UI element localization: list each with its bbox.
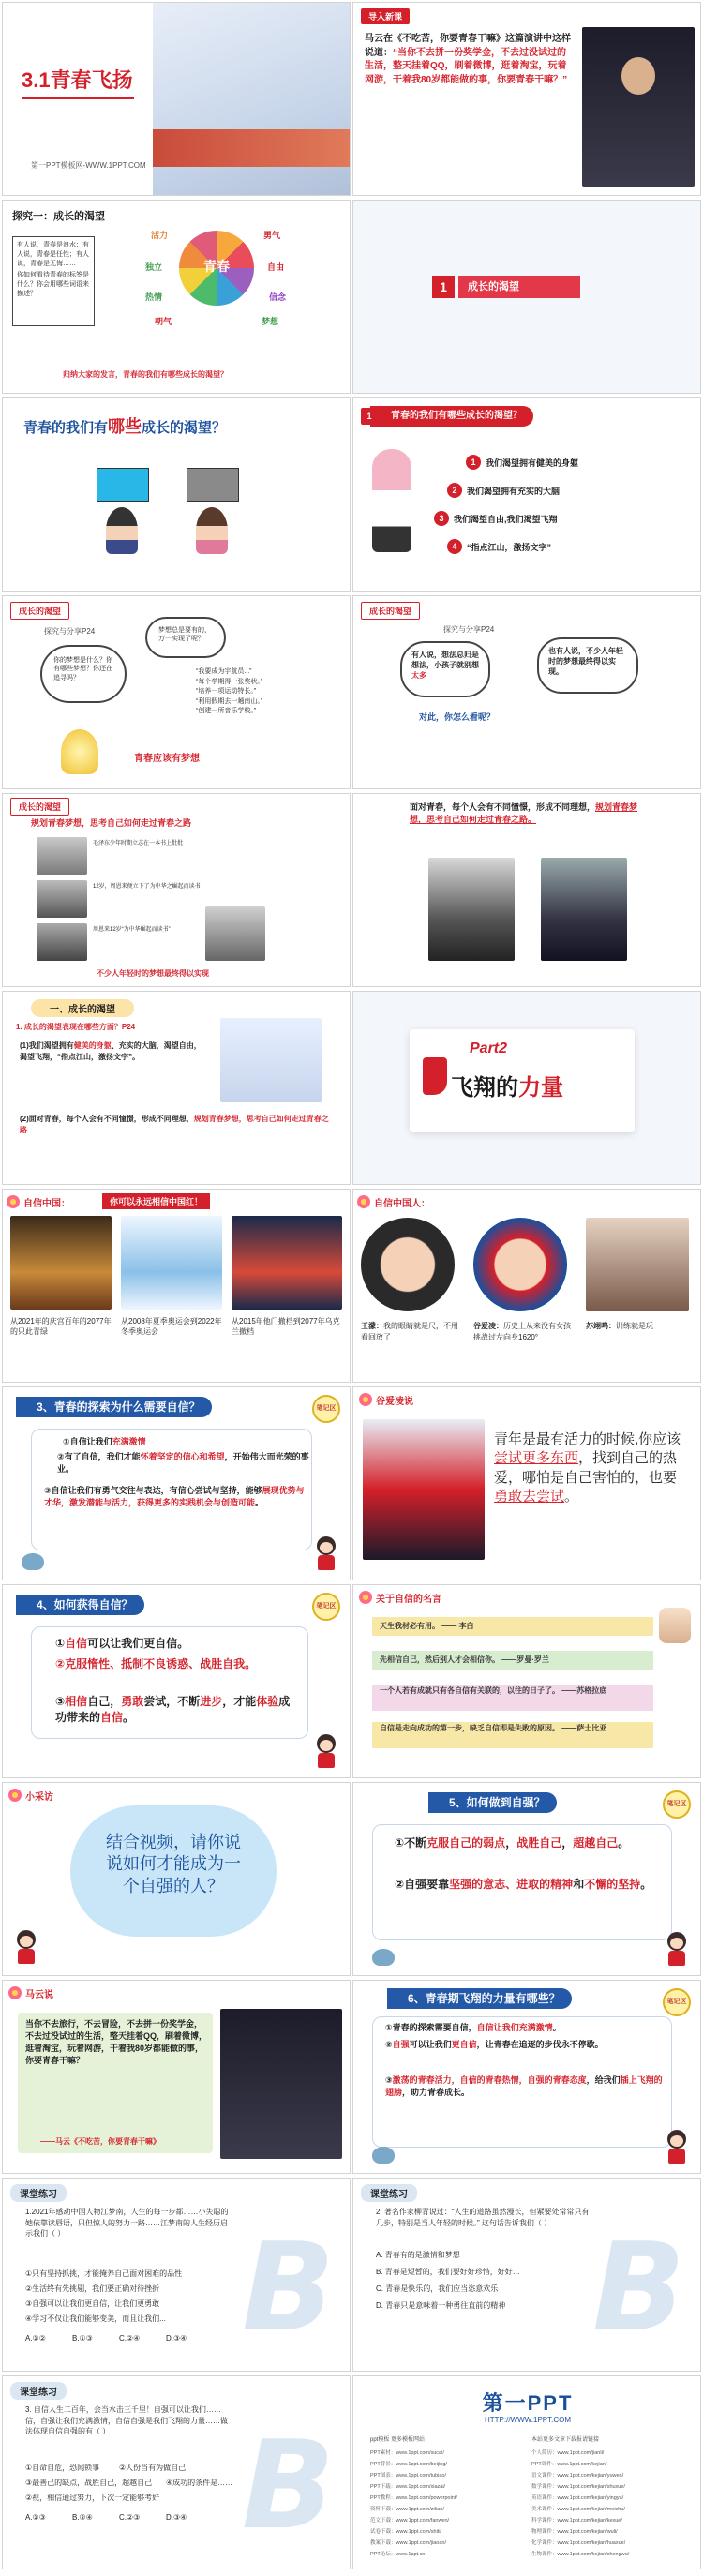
slide-1[interactable] — [2, 2, 351, 196]
slide-26-credits[interactable] — [352, 2375, 701, 2569]
choice-a[interactable]: A. 青春有的是激情和梦想 — [376, 2251, 460, 2259]
section-number: 1 — [432, 276, 455, 298]
section-banner: 一、成长的渴望 — [31, 999, 134, 1017]
portrait-caption-1: 毛泽东少年时期立志在一本书上批批 — [93, 841, 184, 846]
jackma-quote: 当你不去旅行，不去冒险，不去拼一份奖学金，不去过没试过的生活，整天挂着QQ，刷着微博，逛着淘宝，玩着网游，干着我80岁都能做的事，你要青春干嘛？ — [25, 2019, 208, 2066]
note-stamp: 笔记区 — [312, 1593, 340, 1621]
method-text: ，才能 — [222, 1695, 257, 1708]
choice-c[interactable]: C.②④ — [119, 2334, 141, 2343]
reason-emphasis: 怀着坚定的信心和希望 — [140, 1452, 225, 1461]
resource-link[interactable]: 资料下载：www.1ppt.com/ziliao/ — [370, 2507, 444, 2512]
speaker-face — [621, 57, 655, 95]
flower-icon — [7, 1195, 20, 1208]
self-text: ， — [505, 1836, 517, 1850]
slide-20[interactable] — [352, 1782, 701, 1976]
slide-title-bar: 6、青春期飞翔的力量有哪些？ — [387, 1988, 572, 2009]
wish-text: “指点江山，激扬文字” — [467, 542, 552, 552]
practice-tab: 课堂练习 — [361, 2184, 417, 2202]
portrait-caption-2: 12岁，周恩来便立下了为中华之崛起而读书 — [93, 884, 201, 890]
section-tag: 自信中国人： — [374, 1199, 430, 1209]
cartoon-girl — [14, 1930, 38, 1964]
ideal-text: 面对青春，每个人会有不同憧憬，形成不同理想， — [410, 802, 596, 812]
resource-link[interactable]: PPT背景：www.1ppt.com/beijing/ — [370, 2462, 447, 2467]
wheel-center-label: 青春 — [203, 259, 230, 274]
wish-item-4: 4 “指点江山，激扬文字” — [447, 539, 551, 554]
flower-icon — [8, 1986, 22, 1999]
title-part-2: 成长的渴望？ — [142, 420, 227, 436]
section-tag: 小采访 — [25, 1792, 53, 1803]
athlete-quote-2 — [473, 1321, 576, 1342]
practice-question: 1.2021年感动中国人物江梦南，人生的每一步都……小失聪的她依靠读唇语，只但惊人的努力一路……江梦南的人生经历启示我们（ ） — [25, 2208, 229, 2239]
wish-item-2: 2 我们渴望拥有充实的大脑 — [447, 483, 560, 498]
reason-text: 。 — [255, 1498, 264, 1508]
power-text: ② — [385, 2040, 393, 2049]
resource-link[interactable]: PPT图表：www.1ppt.com/tubiao/ — [370, 2473, 447, 2479]
question-box — [12, 236, 95, 326]
athlete-photo-3 — [586, 1218, 689, 1311]
event-caption-1: 从2021年的庆宫百年的2077年的只此青绿 — [10, 1317, 112, 1336]
self-text: 。 — [618, 1836, 630, 1850]
power-text: ，让青春在追逐的步伐永不停歇。 — [476, 2040, 604, 2049]
number-badge: 1 — [361, 408, 378, 425]
slide-21[interactable] — [2, 1980, 351, 2174]
wish-item-1: 1 我们渴望拥有健美的身躯 — [466, 455, 578, 470]
word-zeal: 朝气 — [155, 317, 172, 326]
footer-text: 第一PPT模板网-WWW.1PPT.COM — [31, 161, 146, 170]
power-2 — [385, 2039, 666, 2051]
method-emphasis: 自信 — [65, 1637, 88, 1650]
thought-cloud: 结合视频，请你说说如何才能成为一个自强的人？ — [70, 1805, 277, 1937]
answer-emphasis: 健美的身躯 — [73, 1041, 112, 1050]
portrait-2 — [37, 880, 87, 918]
cartoon-girl — [665, 2130, 689, 2164]
reason-text: ②有了自信，我们才能 — [57, 1452, 141, 1461]
slide-24[interactable] — [352, 2178, 701, 2372]
section-tag: 成长的渴望 — [10, 602, 69, 620]
portrait-3 — [37, 923, 87, 961]
statement-1: ①只有坚持抓挑，才能掩养自己面对困难的品性 — [25, 2269, 183, 2278]
event-photo-3 — [232, 1216, 342, 1310]
statement-2: ②生活终有先挑剔，我们要正确对待挫折 — [25, 2284, 160, 2293]
dream-item: “利用假期去一趟南山。” — [196, 697, 263, 705]
quote-emphasis: 尝试更多东西 — [494, 1450, 579, 1467]
event-caption-3: 从2015年他门撤档到2077年乌克兰撤档 — [232, 1317, 340, 1336]
word-dream: 梦想 — [262, 317, 279, 326]
slide-11[interactable] — [2, 991, 351, 1185]
dream-item: “创建一所音乐学校。” — [196, 708, 257, 714]
self-text: ②自强要靠 — [395, 1878, 450, 1891]
method-text: 成功带来的 — [55, 1695, 291, 1725]
power-emphasis: 自强 — [392, 2040, 410, 2049]
links-header-right: 本站更多文章下载报请链接 — [531, 2437, 600, 2443]
thought-cloud-left: 你的梦想是什么？你有哪些梦想？你还在追寻吗？ — [40, 645, 127, 703]
speaker-photo — [582, 27, 695, 187]
resource-link[interactable]: 数学课件：www.1ppt.com/kejian/shuxue/ — [531, 2484, 625, 2490]
method-2: ②克服惰性、抵制不良诱惑、战胜自我。 — [55, 1657, 257, 1670]
method-emphasis: 自信 — [100, 1711, 124, 1725]
slide-2[interactable] — [352, 2, 701, 196]
summary-question: 归纳大家的发言，青春的我们有哪些成长的渴望？ — [63, 370, 228, 379]
section-tag: 谷爱凌说 — [376, 1397, 413, 1407]
runner-shoe-icon — [423, 1057, 447, 1095]
reason-2 — [57, 1451, 310, 1475]
section-tag: 关于自信的名言 — [376, 1595, 441, 1605]
slide-22[interactable] — [352, 1980, 701, 2174]
note-stamp: 笔记区 — [663, 1988, 691, 2016]
self-text: 和 — [573, 1878, 585, 1891]
slide-title: 3.1青春飞扬 — [22, 68, 133, 92]
famous-quote-1: 天生我材必有用。 —— 李白 — [372, 1617, 653, 1636]
resource-link[interactable]: 科学课件：www.1ppt.com/kejian/kexue/ — [531, 2518, 622, 2524]
dream-item: “培养一项运动特长。” — [196, 688, 257, 695]
slide-title-bar: 5、如何做到自强？ — [428, 1792, 557, 1813]
skier-quote — [494, 1430, 691, 1506]
section-tag: 成长的渴望 — [361, 602, 420, 620]
answer-2: (2)面对青春，每个人会有不同憧憬，形成不同理想，规划青春梦想，思考自己如何走过青春之路 — [20, 1115, 329, 1134]
statement-3: ③自强可以让我们更自信，让我们更勇敢 — [25, 2299, 160, 2308]
note-stamp: 笔记区 — [312, 1395, 340, 1423]
power-text: ，给我们 — [586, 2075, 621, 2085]
resource-link[interactable]: 生物课件：www.1ppt.com/kejian/shengwu/ — [531, 2552, 630, 2557]
method-emphasis: 进步 — [200, 1695, 223, 1708]
red-banner: 你可以永远相信中国红！ — [102, 1193, 210, 1209]
title-part-1: 青春的我们有 — [23, 420, 109, 436]
athlete-text: 训练就是玩 — [616, 1322, 653, 1330]
resource-link[interactable]: 物理课件：www.1ppt.com/kejian/wuli/ — [531, 2529, 618, 2535]
statement-2: ②人份当有为做自己 — [119, 2464, 187, 2472]
seashell-icon — [22, 1553, 44, 1570]
resource-link[interactable]: PPT课件：www.1ppt.com/kejian/ — [531, 2462, 607, 2467]
slide-4-section[interactable] — [352, 200, 701, 394]
reason-emphasis: 充满激情 — [112, 1437, 146, 1446]
choice-b[interactable]: B.①③ — [72, 2334, 93, 2343]
ideal-paragraph — [410, 801, 644, 826]
cartoon-girl — [196, 507, 228, 554]
slide-16[interactable] — [352, 1386, 701, 1580]
opinion-emphasis: 太多 — [411, 670, 426, 680]
self-text: ， — [561, 1836, 574, 1850]
seashell-icon — [372, 1949, 395, 1966]
portrait-1 — [37, 837, 87, 875]
brand-url[interactable]: HTTP://WWW.1PPT.COM — [485, 2416, 571, 2424]
resource-link[interactable]: 教案下载：www.1ppt.com/jiaoan/ — [370, 2540, 446, 2546]
resource-link[interactable]: PPT论坛：www.1ppt.cn — [370, 2552, 426, 2557]
seashell-icon — [372, 2147, 395, 2164]
flower-icon — [359, 1591, 372, 1604]
slide-5[interactable] — [2, 397, 351, 592]
answer-emphasis: 规划青春梦想，思考自己如何走过青春之路 — [20, 1115, 329, 1134]
power-emphasis: 插上飞翔的翅膀 — [385, 2075, 663, 2098]
power-text: ，助力青春成长。 — [402, 2088, 471, 2098]
choice-d[interactable]: D.③④ — [166, 2334, 187, 2343]
resource-link[interactable]: 化学课件：www.1ppt.com/kejian/huaxue/ — [531, 2540, 626, 2546]
ideal-emphasis: 规划青春梦想，思考自己如何走过青春之路。 — [410, 802, 638, 825]
cartoon-girl — [665, 1932, 689, 1966]
event-caption-2: 从2008年夏季奥运会到2022年冬季奥运会 — [121, 1317, 222, 1336]
reason-1 — [63, 1436, 307, 1448]
method-emphasis: 体验 — [256, 1695, 279, 1708]
reason-text: ①自信让我们 — [63, 1437, 112, 1446]
lightbulb-icon — [61, 729, 98, 774]
word-courage: 勇气 — [263, 231, 281, 240]
self-emphasis: 战胜自己 — [516, 1836, 562, 1850]
event-photo-2 — [121, 1216, 222, 1310]
statement-4: ④成功的条件是…… — [166, 2479, 233, 2487]
athlete-text: 历史上从来没有女孩挑战过左向身1620° — [473, 1322, 571, 1341]
explore-label: 探究与分享P24 — [443, 625, 495, 634]
part-label: Part2 — [470, 1041, 508, 1056]
power-text: 。 — [552, 2023, 561, 2032]
explore-label: 探究与分享P24 — [44, 627, 96, 636]
choice-a[interactable]: A.①② — [25, 2334, 46, 2343]
method-text: 。 — [123, 1711, 135, 1725]
famous-quote-4: 自信是走向成功的第一步，缺乏自信即是失败的原因。 ——萨士比亚 — [372, 1722, 653, 1748]
word-freedom: 自由 — [267, 262, 285, 272]
baby-photo — [659, 1608, 691, 1643]
resource-link[interactable]: 英语课件：www.1ppt.com/kejian/yingyu/ — [531, 2495, 624, 2501]
flower-icon — [359, 1393, 372, 1406]
intro-quote: “当你不去拼一份奖学金，不去过没试过的生活，整天挂着QQ，刷着微博，逛着淘宝，玩着网游，干着我80岁都能做的事，你要青春干嘛？” — [365, 47, 568, 85]
cartoon-girl — [314, 1734, 338, 1768]
dream-item: “我要成为宇航员...” — [196, 668, 252, 675]
word-passion: 热情 — [145, 292, 163, 302]
choice-c[interactable]: C. 青春是快乐的，我们应当恣意欢乐 — [376, 2284, 499, 2293]
thought-cloud-right: 梦想总是要有的，万一实现了呢？ — [145, 617, 226, 658]
flower-icon — [357, 1195, 370, 1208]
slide-3[interactable] — [2, 200, 351, 394]
part-title-b: 力量 — [518, 1075, 563, 1101]
self-text: 。 — [640, 1878, 652, 1891]
practice-question: 2. 著名作家柳青说过：“人生的道路虽然漫长，但紧要处常常只有几步，特别是当人年轻的时候。” 这句话告诉我们（ ） — [376, 2208, 590, 2227]
statement-4: ④学习不仅让我们能够变美，而且让我们... — [25, 2314, 166, 2323]
dream-item: “每个学期得一张奖状。” — [196, 678, 263, 685]
section-tag: 成长的渴望 — [10, 798, 69, 816]
resource-link[interactable]: 试卷下载：www.1ppt.com/shiti/ — [370, 2529, 442, 2535]
athlete-name: 谷爱凌： — [473, 1322, 503, 1330]
brand-logo: 第一PPT — [482, 2391, 574, 2415]
power-text: 可以让我们 — [409, 2040, 452, 2049]
section-banner: 成长的渴望 — [458, 276, 580, 298]
practice-tab: 课堂练习 — [10, 2184, 67, 2202]
answer-text: 、充实的大脑，渴望自由，渴望飞翔，“指点江山，激扬文字”。 — [20, 1041, 202, 1061]
watermark-letter: B — [591, 2216, 685, 2359]
slide-title-bar: 3、青春的探索为什么需要自信？ — [16, 1397, 212, 1417]
slide-8[interactable] — [352, 595, 701, 789]
cartoon-boy — [106, 507, 138, 554]
self-strong-1 — [395, 1835, 657, 1851]
power-text: ③ — [385, 2075, 393, 2085]
portrait-4 — [205, 906, 265, 961]
quote-text: 。 — [564, 1488, 579, 1505]
method-text: 自己， — [87, 1695, 122, 1708]
speech-box-blue — [97, 468, 149, 502]
slide-14[interactable] — [352, 1189, 701, 1383]
power-1 — [385, 2022, 666, 2034]
flower-icon — [8, 1789, 22, 1802]
method-emphasis: 相信 — [65, 1695, 88, 1708]
self-emphasis: 克服自己的弱点 — [426, 1836, 506, 1850]
slide-19[interactable] — [2, 1782, 351, 1976]
slide-25[interactable] — [2, 2375, 351, 2569]
conclusion-text: 青春应该有梦想 — [134, 754, 200, 764]
choice-d[interactable]: D.③④ — [166, 2513, 187, 2522]
athlete-text: 我的眼睛就是尺，不用看回放了 — [361, 1322, 458, 1341]
dream-list — [196, 667, 262, 717]
athlete-quote-1 — [361, 1321, 464, 1342]
page-title — [23, 413, 226, 438]
slide-9[interactable] — [2, 793, 351, 987]
title-emphasis: 哪些 — [108, 417, 142, 436]
wish-item-3: 3 我们渴望自由,我们渴望飞翔 — [434, 511, 558, 526]
quote-text: ，找到自己的热爱，哪怕是自己害怕的，也要 — [494, 1450, 678, 1486]
athlete-quote-3 — [586, 1321, 689, 1332]
self-emphasis: 超越自己 — [573, 1836, 619, 1850]
slide-13[interactable] — [2, 1189, 351, 1383]
famous-quote-3: 一个人若有成就只有各自信有关联的，以往的日子了。 ——苏格拉底 — [372, 1685, 653, 1711]
part-title-a: 飞翔的 — [451, 1075, 518, 1101]
choice-b[interactable]: B. 青春是短暂的，我们要好好珍惜，好好… — [376, 2268, 520, 2276]
slide-23[interactable] — [2, 2178, 351, 2372]
title-photo — [153, 3, 350, 196]
vase-image — [372, 449, 411, 552]
opinion-bubble-right: 也有人说，不少人年轻时的梦想最终得以实现。 — [537, 637, 638, 694]
resource-link[interactable]: 美术课件：www.1ppt.com/kejian/meishu/ — [531, 2507, 625, 2512]
self-emphasis: 不懈的坚持 — [584, 1878, 641, 1891]
links-column-right — [531, 2448, 629, 2560]
wish-text: 我们渴望自由,我们渴望飞翔 — [454, 514, 558, 524]
method-1: ①自信可以让我们更自信。 — [55, 1637, 189, 1650]
self-emphasis: 坚强的意志、进取的精神 — [449, 1878, 574, 1891]
answer-1: (1)我们渴望拥有健美的身躯、充实的大脑，渴望自由，渴望飞翔，“指点江山，激扬文字”。 — [20, 1041, 202, 1061]
wish-text: 我们渴望拥有充实的大脑 — [467, 486, 561, 496]
method-text: 克服惰性、抵制不良诱惑、战胜自我。 — [65, 1657, 257, 1670]
slide-15[interactable] — [2, 1386, 351, 1580]
slide-17[interactable] — [2, 1584, 351, 1778]
choice-b[interactable]: B.②④ — [72, 2513, 93, 2522]
resource-link[interactable]: PPT下载：www.1ppt.com/xiazai/ — [370, 2484, 446, 2490]
slide-7[interactable] — [2, 595, 351, 789]
slide-heading: 规划青春梦想，思考自己如何走过青春之路 — [31, 818, 192, 828]
reason-text: ，开始伟大而光荣的事业。 — [57, 1452, 309, 1475]
athlete-photo-1 — [361, 1218, 455, 1311]
athlete-photo-2 — [473, 1218, 567, 1311]
choice-c[interactable]: C.②③ — [119, 2513, 141, 2522]
answer-text: 我们渴望拥有 — [28, 1041, 74, 1050]
answer-text: 面对青春，每个人会有不同憧憬，形成不同理想， — [28, 1115, 194, 1123]
power-3 — [385, 2074, 666, 2099]
word-belief: 信念 — [269, 292, 287, 302]
intro-paragraph — [365, 33, 571, 87]
part-title — [451, 1069, 563, 1101]
word-vitality: 活力 — [151, 231, 169, 240]
slide-12-section[interactable] — [352, 991, 701, 1185]
links-column-left — [370, 2448, 457, 2560]
slide-6[interactable] — [352, 397, 701, 592]
einstein-photo — [428, 858, 515, 961]
resource-link[interactable]: 范文下载：www.1ppt.com/fanwen/ — [370, 2518, 450, 2524]
athlete-name: 苏翊鸣： — [586, 1322, 616, 1330]
power-emphasis: 激荡的青春活力，自信的青春热情，自强的青春态度 — [392, 2075, 587, 2085]
word-independence: 独立 — [145, 262, 163, 272]
statement-3: ③最善己的缺点，战胜自己，超越自己 — [25, 2479, 153, 2487]
scientist-photo — [541, 858, 627, 961]
title-underline — [22, 97, 134, 99]
choice-d[interactable]: D. 青春只是意味着一种勇往直前的精神 — [376, 2301, 506, 2310]
section-tag: 马云说 — [25, 1990, 53, 2000]
athlete-photo — [220, 1018, 322, 1102]
slide-18[interactable] — [352, 1584, 701, 1778]
question-line-1: 有人说，青春是浪水；有人说，青春是任性；有人说，青春是无悔…… — [17, 242, 89, 267]
runner-track — [153, 129, 350, 167]
speech-box-gray — [187, 468, 239, 502]
skier-photo — [363, 1419, 485, 1560]
event-photo-1 — [10, 1216, 112, 1310]
athlete-name: 王濛： — [361, 1322, 383, 1330]
method-text: 尝试，不断 — [143, 1695, 201, 1708]
jackma-photo — [220, 2009, 342, 2159]
power-text: ①青春的探索需要自信， — [385, 2023, 477, 2032]
question-line: 1. 成长的渴望表现在哪些方面？P24 — [16, 1023, 136, 1031]
cartoon-girl — [314, 1536, 338, 1570]
resource-link[interactable]: PPT素材：www.1ppt.com/sucai/ — [370, 2450, 444, 2456]
question-line-2: 你如何看待青春的标签是什么？你会用哪些词语来描述？ — [17, 272, 89, 297]
method-emphasis: 勇敢 — [121, 1695, 144, 1708]
statement-1: ①自命自危，恐闻锁事 — [25, 2464, 100, 2472]
watermark-letter: B — [241, 2216, 335, 2359]
reason-text: ③自信让我们有勇气交往与表达，有信心尝试与坚持，能够 — [44, 1486, 262, 1495]
power-emphasis: 更自信 — [451, 2040, 477, 2049]
self-strong-2 — [395, 1877, 657, 1893]
resource-link[interactable]: PPT教程：www.1ppt.com/powerpoint/ — [370, 2495, 457, 2501]
opinion-text: 有人说，想法总归是想法，小孩子就别想 — [411, 651, 479, 669]
self-text: ①不断 — [395, 1836, 427, 1850]
practice-tab: 课堂练习 — [10, 2382, 67, 2400]
practice-question: 3. 自信人生二百年，会当水击三千里！自强可以让我们……信，自强让我们充满激情，自信自强是我们飞翔的力量……做法体现自信自强的有（ ） — [25, 2405, 228, 2436]
famous-quote-2: 先相信自己，然后别人才会相信你。 ——罗曼·罗兰 — [372, 1651, 653, 1670]
links-header-left: ppt模板 更多模板网站 — [370, 2437, 426, 2443]
power-emphasis: 自信让我们充满激情 — [476, 2023, 553, 2032]
discussion-question: 对此，你怎么看呢？ — [419, 712, 496, 722]
choice-a[interactable]: A.①③ — [25, 2513, 46, 2522]
section-tag: 自信中国： — [23, 1199, 70, 1209]
quote-emphasis: 勇敢去尝试 — [494, 1488, 565, 1505]
quote-source: ——马云《不吃苦，你要青春干嘛》 — [40, 2137, 160, 2146]
quote-text: 青年是最有活力的时候,你应该 — [494, 1431, 681, 1447]
method-3: ③相信自己，勇敢尝试，不断进步，才能体验成功带来的自信。 — [55, 1695, 291, 1725]
watermark-letter: B — [241, 2414, 335, 2556]
portrait-caption-3: 周恩来12岁“为中华崛起而读书” — [93, 927, 171, 933]
wish-text: 我们渴望拥有健美的身躯 — [486, 457, 579, 468]
resource-link[interactable]: 个人简历：www.1ppt.com/jianli/ — [531, 2450, 605, 2456]
reason-3 — [44, 1485, 310, 1509]
slide-title-bar: 青春的我们有哪些成长的渴望？ — [370, 406, 533, 427]
section-title: 探究一：成长的渴望 — [12, 211, 105, 222]
slide-title-bar: 4、如何获得自信？ — [16, 1595, 144, 1615]
opinion-bubble-left — [400, 641, 490, 697]
slide-10[interactable] — [352, 793, 701, 987]
statement-5: ②视，相信通过努力，下次一定能够考好 — [25, 2494, 160, 2502]
bottom-banner: 不少人年轻时的梦想最终得以实现 — [97, 969, 209, 978]
intro-text: 马云在《不吃苦，你要青春干嘛》这篇演讲中这样说道： — [365, 34, 571, 58]
note-stamp: 笔记区 — [663, 1790, 691, 1819]
resource-link[interactable]: 语文课件：www.1ppt.com/kejian/yuwen/ — [531, 2473, 624, 2479]
section-tag: 导入新课 — [361, 8, 410, 24]
reason-emphasis: 展现优势与才华，激发潜能与活力，获得更多的实践机会与创造可能 — [44, 1486, 305, 1508]
method-text: 可以让我们更自信。 — [87, 1637, 189, 1650]
